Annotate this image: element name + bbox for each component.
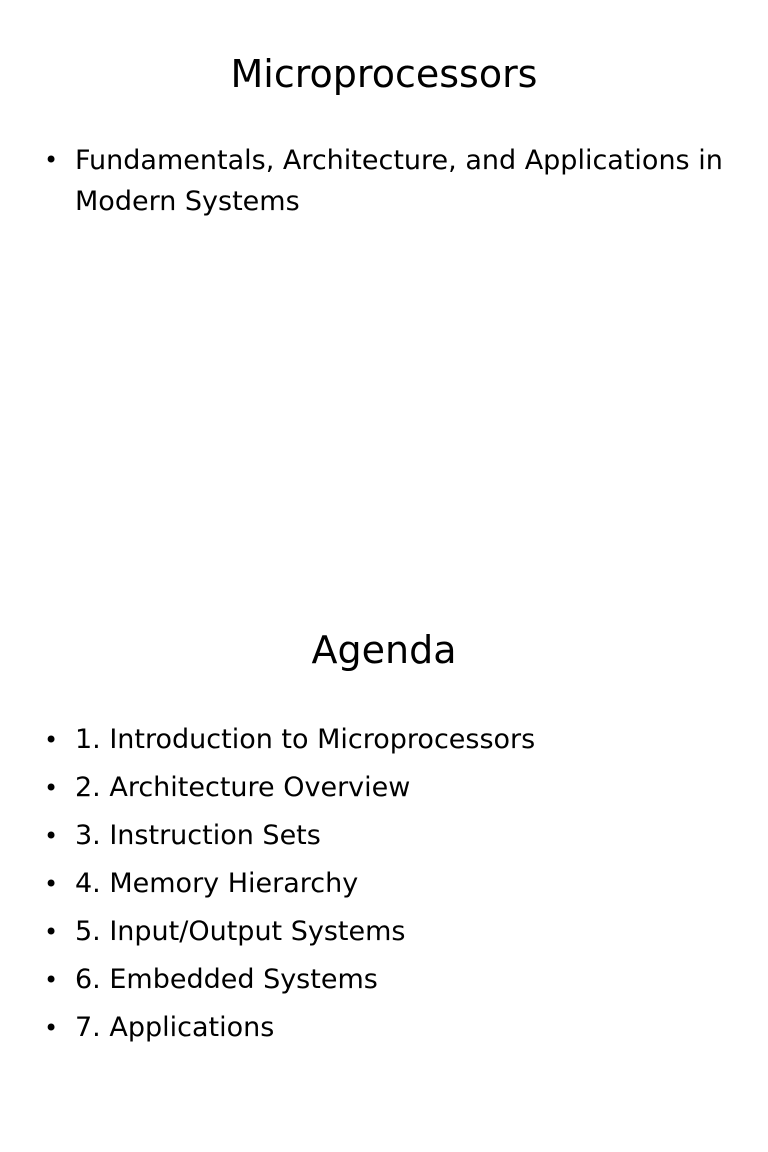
bullet-text: 6. Embedded Systems [75,964,378,995]
bullet-list [44,140,728,222]
bullet-item [44,860,728,908]
bullet-text: 2. Architecture Overview [75,772,411,803]
bullet-item [44,812,728,860]
bullet-icon: • [44,1014,59,1042]
bullet-icon: • [44,966,59,994]
slide-title: Microprocessors [230,52,538,96]
bullet-text: 1. Introduction to Microprocessors [75,724,536,755]
bullet-icon: • [44,918,59,946]
bullet-item [44,1004,728,1052]
bullet-item [44,908,728,956]
bullet-text: 5. Input/Output Systems [75,916,406,947]
bullet-icon: • [44,726,59,754]
bullet-list [44,716,728,1052]
bullet-text: Fundamentals, Architecture, and Applications in Modern Systems [75,145,723,217]
bullet-item [44,716,728,764]
bullet-text: 7. Applications [75,1012,275,1043]
bullet-item [44,956,728,1004]
bullet-icon: • [44,870,59,898]
bullet-text: 4. Memory Hierarchy [75,868,359,899]
bullet-icon: • [44,146,59,174]
bullet-icon: • [44,822,59,850]
slide-title: Agenda [311,628,457,672]
bullet-item [44,764,728,812]
slide-agenda [0,576,768,1152]
bullet-icon: • [44,774,59,802]
bullet-item [44,140,728,222]
bullet-text: 3. Instruction Sets [75,820,321,851]
